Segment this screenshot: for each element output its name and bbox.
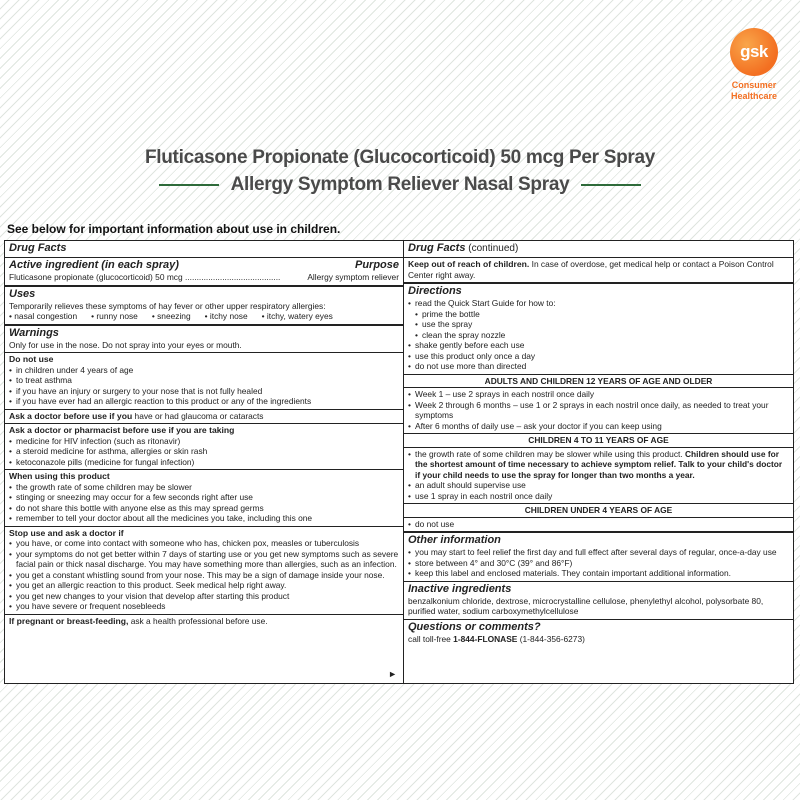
uses-text: Temporarily relieves these symptoms of hay fever or other upper respiratory allergies: — [9, 300, 326, 311]
children-heading: CHILDREN 4 TO 11 YEARS OF AGE — [404, 434, 793, 448]
stop-use-heading: Stop use and ask a doctor if — [9, 527, 124, 538]
symptom-item: • itchy, watery eyes — [262, 311, 333, 322]
under4-heading: CHILDREN UNDER 4 YEARS OF AGE — [404, 504, 793, 518]
children-caution-text: Children should use for the shortest amount of time necessary to achieve symptom relief. Talk to your child's doctor if your child needs to use the spray for longer than two months a year. — [415, 448, 783, 480]
ask-doctor-section — [5, 410, 403, 425]
list-item: • medicine for HIV infection (such as ritonavir) — [9, 436, 399, 447]
call-prefix: call toll-free — [408, 633, 454, 644]
questions-section — [404, 620, 793, 647]
list-item: • an adult should supervise use — [408, 480, 789, 491]
sub-list-item: • prime the bottle — [408, 309, 789, 320]
list-item: • you get an allergic reaction to this product. Seek medical help right away. — [9, 580, 399, 591]
purpose-text: Allergy symptom reliever — [307, 272, 399, 282]
do-not-use-section — [5, 353, 403, 410]
list-item: • you may start to feel relief the first day and full effect after several days of regular, once-a-day use — [408, 547, 789, 558]
children-note: See below for important information about use in children. — [7, 222, 341, 236]
sub-list-item: • clean the spray nozzle — [408, 330, 789, 341]
symptom-list — [9, 311, 399, 322]
drug-facts-left-panel — [4, 240, 404, 684]
list-item: • keep this label and enclosed materials. They contain important additional information. — [408, 568, 789, 579]
under4-section — [404, 518, 793, 534]
when-using-heading: When using this product — [9, 471, 110, 481]
active-ingredient-heading: Active ingredient (in each spray) — [9, 259, 179, 271]
warnings-text: Only for use in the nose. Do not spray into your eyes or mouth. — [9, 339, 242, 350]
directions-heading: Directions — [408, 285, 462, 297]
list-item: • read the Quick Start Guide for how to: — [408, 298, 789, 309]
list-item: • you have severe or frequent nosebleeds — [9, 601, 399, 612]
ask-pharmacist-section — [5, 424, 403, 470]
sub-list-item: • use the spray — [408, 319, 789, 330]
title-block — [0, 147, 800, 196]
title-line2: Allergy Symptom Reliever Nasal Spray — [230, 174, 570, 195]
symptom-item: • sneezing — [152, 311, 191, 322]
logo-mark: gsk — [730, 28, 778, 76]
inactive-heading: Inactive ingredients — [408, 582, 512, 595]
continue-arrow-icon: ► — [388, 668, 397, 679]
keep-out-section — [404, 258, 793, 284]
call-line — [408, 634, 789, 645]
list-item: • if you have an injury or surgery to your nose that is not fully healed — [9, 386, 399, 397]
children-growth-text: the growth rate of some children may be slower while using this product. — [415, 448, 683, 459]
list-item: • stinging or sneezing may occur for a few seconds right after use — [9, 492, 399, 503]
when-using-section — [5, 470, 403, 527]
logo-line2: Healthcare — [730, 91, 778, 101]
list-item: • your symptoms do not get better within 7 days of starting use or you get new symptoms such as severe facial pain or thick nasal discharge. You may have something more than allergies, such as an infection. — [9, 549, 399, 570]
children-section — [404, 448, 793, 505]
list-item: • do not share this bottle with anyone else as this may spread germs — [9, 503, 399, 514]
warnings-section — [5, 326, 403, 354]
uses-section — [5, 287, 403, 326]
list-item: • a steroid medicine for asthma, allergies or skin rash — [9, 446, 399, 457]
list-item: • use 1 spray in each nostril once daily — [408, 491, 789, 502]
rule-right — [581, 184, 641, 186]
symptom-item: • runny nose — [91, 311, 138, 322]
phone-number: 1-844-FLONASE — [453, 633, 518, 644]
list-item: • Week 2 through 6 months – use 1 or 2 sprays in each nostril once daily, as needed to treat your symptoms — [408, 400, 789, 421]
active-ingredient-section — [5, 258, 403, 287]
do-not-use-heading: Do not use — [9, 354, 54, 364]
pregnancy-section — [5, 615, 403, 629]
drug-facts-continued-header — [404, 241, 793, 258]
keep-out-heading: Keep out of reach of children. — [408, 259, 530, 269]
other-info-heading: Other information — [408, 534, 501, 546]
ask-pharmacist-heading: Ask a doctor or pharmacist before use if you are taking — [9, 425, 235, 435]
list-item: • Week 1 – use 2 sprays in each nostril once daily — [408, 389, 789, 400]
list-item: • shake gently before each use — [408, 340, 789, 351]
adults-section — [404, 388, 793, 434]
list-item: • you have, or come into contact with someone who has, chicken pox, measles or tuberculosis — [9, 538, 399, 549]
list-item: • you get a constant whistling sound from your nose. This may be a sign of damage inside your nose. — [9, 570, 399, 581]
directions-section — [404, 284, 793, 374]
symptom-item: • itchy nose — [205, 311, 248, 322]
list-item: • remember to tell your doctor about all the medicines you take, including this one — [9, 513, 399, 524]
stop-use-section — [5, 527, 403, 615]
uses-heading: Uses — [9, 287, 36, 300]
list-item: • do not use — [408, 519, 789, 530]
continued-label: (continued) — [465, 243, 519, 254]
list-item: • if you have ever had an allergic reaction to this product or any of the ingredients — [9, 396, 399, 407]
inactive-text: benzalkonium chloride, dextrose, microcrystalline cellulose, phenylethyl alcohol, polysorbate 80, purified water, sodium carboxymethylcellulose — [408, 595, 764, 616]
purpose-heading: Purpose — [354, 259, 399, 271]
drug-facts-right-panel — [403, 240, 794, 684]
list-item: • After 6 months of daily use – ask your doctor if you can keep using — [408, 421, 789, 432]
title-line1: Fluticasone Propionate (Glucocorticoid) 50 mcg Per Spray — [144, 147, 656, 168]
title-row2 — [0, 174, 800, 196]
list-item: • the growth rate of some children may be slower — [9, 482, 399, 493]
list-item — [408, 449, 789, 481]
questions-heading: Questions or comments? — [408, 620, 541, 633]
list-item: • to treat asthma — [9, 375, 399, 386]
list-item: • store between 4° and 30°C (39° and 86°F) — [408, 558, 789, 569]
list-item: • ketoconazole pills (medicine for fungal infection) — [9, 457, 399, 468]
list-item: • do not use more than directed — [408, 361, 789, 372]
list-item: • use this product only once a day — [408, 351, 789, 362]
list-item: • you get new changes to your vision that develop after starting this product — [9, 591, 399, 602]
list-item: • in children under 4 years of age — [9, 365, 399, 376]
other-info-section — [404, 533, 793, 582]
drug-facts-title: Drug Facts — [9, 242, 67, 254]
ask-doctor-heading: Ask a doctor before use if you — [9, 410, 133, 421]
warnings-heading: Warnings — [9, 326, 59, 339]
inactive-ingredients-section — [404, 582, 793, 620]
pregnancy-text: ask a health professional before use. — [128, 615, 268, 626]
symptom-item: • nasal congestion — [9, 311, 77, 322]
active-ingredient-text: Fluticasone propionate (glucocorticoid) 50 mcg ......................................... — [9, 272, 281, 282]
ask-doctor-text: have or had glaucoma or cataracts — [132, 410, 264, 421]
logo-line1: Consumer — [731, 80, 777, 90]
adults-heading: ADULTS AND CHILDREN 12 YEARS OF AGE AND OLDER — [404, 374, 793, 389]
drug-facts-header — [5, 241, 403, 258]
drug-facts-title: Drug Facts — [408, 242, 466, 254]
phone-digits: (1-844-356-6273) — [517, 633, 585, 644]
gsk-logo — [723, 28, 785, 102]
rule-left — [159, 184, 219, 186]
keep-out-text: In case of overdose, get medical help or contact a Poison Control Center right away. — [408, 259, 774, 280]
pregnancy-heading: If pregnant or breast-feeding, — [9, 615, 129, 626]
